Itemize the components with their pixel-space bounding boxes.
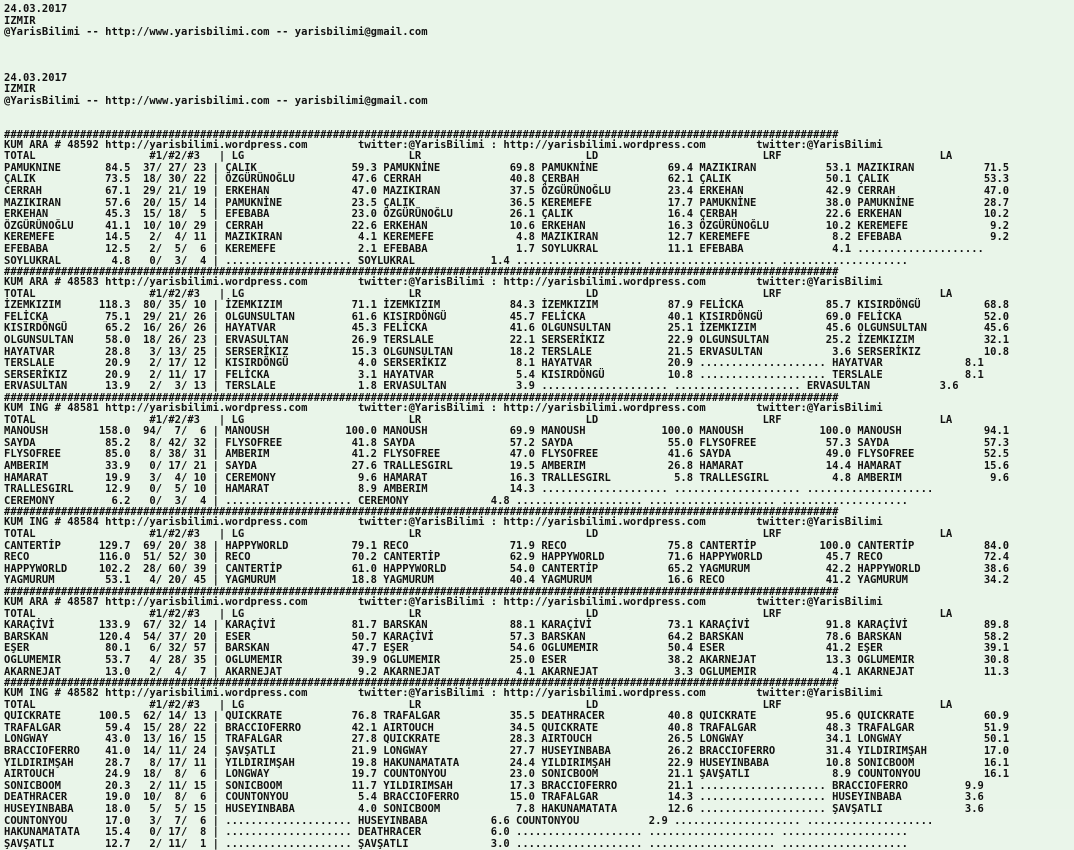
table-row: YILDIRIMŞAH 28.7 8/ 17/ 11 | YILDIRIMŞAH 19.8 HAKUNAMATATA 24.4 YILDIRIMŞAH 22.9 HUSEYINBABA 10.8 SONICBOOM 16.1 bbox=[4, 756, 1010, 769]
table-row: MANOUSH 158.0 94/ 7/ 6 | MANOUSH 100.0 MANOUSH 69.9 MANOUSH 100.0 MANOUSH 100.0 MANOUSH 94.1 bbox=[4, 425, 1010, 438]
column-header: TOTAL #1/#2/#3 | LG LR LD LRF LA bbox=[4, 527, 953, 540]
table-row: COUNTONYOU 17.0 3/ 7/ 6 | .................... HUSEYINBABA 6.6 COUNTONYOU 2.9 .................... .................... bbox=[4, 814, 934, 827]
table-row: HUSEYINBABA 18.0 5/ 5/ 15 | HUSEYINBABA 4.0 SONICBOOM 7.8 HAKUNAMATATA 12.6 .................... ŞAVŞATLI 3.6 bbox=[4, 803, 984, 816]
table-row: HAYATVAR 28.8 3/ 13/ 25 | SERSERİKIZ 15.3 OLGUNSULTAN 18.2 TERSLALE 21.5 ERVASULTAN 3.6 SERSERİKIZ 10.8 bbox=[4, 345, 1010, 358]
table-row: DEATHRACER 19.0 10/ 8/ 6 | COUNTONYOU 5.4 BRACCIOFERRO 15.0 TRAFALGAR 14.3 .................... HUSEYINBABA 3.6 bbox=[4, 791, 984, 804]
divider-rule: #################################################################################################################################### bbox=[4, 392, 839, 405]
race-title: KUM ARA # 48583 http://yarisbilimi.wordpress.com twitter:@YarisBilimi : http://yarisbilimi.wordpress.com twitter:@YarisBilimi bbox=[4, 276, 883, 289]
divider-rule: #################################################################################################################################### bbox=[4, 677, 839, 690]
table-row: TRALLESGIRL 12.9 0/ 5/ 10 | HAMARAT 8.9 AMBERIM 14.3 .................... .................... .................... bbox=[4, 483, 934, 496]
race-block bbox=[4, 587, 1070, 678]
table-row: ERKEHAN 45.3 15/ 18/ 5 | EFEBABA 23.0 ÖZGÜRÜNOĞLU 26.1 ÇALIK 16.4 ÇERBAH 22.6 ERKEHAN 10.2 bbox=[4, 208, 1010, 221]
table-row: YAGMURUM 53.1 4/ 20/ 45 | YAGMURUM 18.8 YAGMURUM 40.4 YAGMURUM 16.6 RECO 41.2 YAGMURUM 34.2 bbox=[4, 574, 1010, 587]
divider-rule: #################################################################################################################################### bbox=[4, 128, 839, 141]
header-date: 24.03.2017 bbox=[4, 3, 68, 15]
race-title: KUM ARA # 48592 http://yarisbilimi.wordpress.com twitter:@YarisBilimi : http://yarisbilimi.wordpress.com twitter:@YarisBilimi bbox=[4, 138, 883, 151]
table-row: KARAÇİVİ 133.9 67/ 32/ 14 | KARAÇİVİ 81.7 BARSKAN 88.1 KARAÇİVİ 73.1 KARAÇİVİ 91.8 KARAÇİVİ 89.8 bbox=[4, 619, 1010, 632]
table-row: SONICBOOM 20.3 2/ 11/ 15 | SONICBOOM 11.7 YILDIRIMSAH 17.3 BRACCIOFERRO 21.1 .................... BRACCIOFERRO 9.9 bbox=[4, 779, 984, 792]
race-title: KUM ING # 48584 http://yarisbilimi.wordpress.com twitter:@YarisBilimi : http://yarisbilimi.wordpress.com twitter:@YarisBilimi bbox=[4, 516, 883, 529]
race-block bbox=[4, 130, 1070, 268]
table-row: AIRTOUCH 24.9 18/ 8/ 6 | LONGWAY 19.7 COUNTONYOU 23.0 SONICBOOM 21.1 ŞAVŞATLI 8.9 COUNTONYOU 16.1 bbox=[4, 768, 1010, 781]
table-row: MAZIKIRAN 57.6 20/ 15/ 14 | PAMUKNİNE 23.5 ÇALIK 36.5 KEREMEFE 17.7 PAMUKNİNE 38.0 PAMUKNİNE 28.7 bbox=[4, 196, 1010, 209]
table-row: TERSLALE 20.9 2/ 17/ 12 | KISIRDÖNGÜ 4.0 SERSERİKIZ 8.1 HAYATVAR 20.9 .................... HAYATVAR 8.1 bbox=[4, 357, 984, 370]
race-block bbox=[4, 678, 1070, 850]
header-city: IZMIR bbox=[4, 14, 36, 27]
race-title: KUM ING # 48582 http://yarisbilimi.wordpress.com twitter:@YarisBilimi : http://yarisbilimi.wordpress.com twitter:@YarisBilimi bbox=[4, 687, 883, 700]
table-row: FLYSOFREE 85.0 8/ 38/ 31 | AMBERIM 41.2 FLYSOFREE 47.0 FLYSOFREE 41.6 SAYDA 49.0 FLYSOFREE 52.5 bbox=[4, 448, 1010, 461]
table-row: OLGUNSULTAN 58.0 18/ 26/ 23 | ERVASULTAN 26.9 TERSLALE 22.1 SERSERİKIZ 22.9 OLGUNSULTAN 25.2 İZEMKIZIM 32.1 bbox=[4, 334, 1010, 347]
table-row: RECO 116.0 51/ 52/ 30 | RECO 70.2 CANTERTİP 62.9 HAPPYWORLD 71.6 HAPPYWORLD 45.7 RECO 72.4 bbox=[4, 551, 1010, 564]
table-row: HAMARAT 19.9 3/ 4/ 10 | CEREMONY 9.6 HAMARAT 16.3 TRALLESGIRL 5.8 TRALLESGIRL 4.8 AMBERIM 9.6 bbox=[4, 471, 1010, 484]
table-row: EŞER 80.1 6/ 32/ 57 | BARSKAN 47.7 EŞER 54.6 OGLUMEMIR 50.4 ESER 41.2 EŞER 39.1 bbox=[4, 642, 1010, 655]
table-row: TRAFALGAR 59.4 15/ 28/ 22 | BRACCIOFERRO 42.1 AIRTOUCH 34.5 QUICKRATE 40.8 TRAFALGAR 48.3 TRAFALGAR 51.9 bbox=[4, 721, 1010, 734]
table-row: EFEBABA 12.5 2/ 5/ 6 | KEREMEFE 2.1 EFEBABA 1.7 SOYLUKRAL 11.1 EFEBABA 4.1 .................... bbox=[4, 242, 984, 255]
table-row: SOYLUKRAL 4.8 0/ 3/ 4 | .................... SOYLUKRAL 1.4 .................... .................... .................... bbox=[4, 254, 908, 267]
header-block-top bbox=[4, 4, 1070, 39]
table-row: SAYDA 85.2 8/ 42/ 32 | FLYSOFREE 41.8 SAYDA 57.2 SAYDA 55.0 FLYSOFREE 57.3 SAYDA 57.3 bbox=[4, 436, 1010, 449]
divider-rule: #################################################################################################################################### bbox=[4, 585, 839, 598]
header-contact-2: @YarisBilimi -- http://www.yarisbilimi.com -- yarisbilimi@gmail.com bbox=[4, 94, 428, 107]
table-row: CERRAH 67.1 29/ 21/ 19 | ERKEHAN 47.0 MAZIKIRAN 37.5 ÖZGÜRÜNOĞLU 23.4 ERKEHAN 42.9 CERRAH 47.0 bbox=[4, 184, 1010, 197]
table-row: ÇALIK 73.5 18/ 30/ 22 | ÖZGÜRÜNOĞLU 47.6 CERRAH 40.8 ÇERBAH 62.1 ÇALIK 50.1 ÇALIK 53.3 bbox=[4, 173, 1010, 186]
column-header: TOTAL #1/#2/#3 | LG LR LD LRF LA bbox=[4, 150, 953, 163]
table-row: ŞAVŞATLI 12.7 2/ 11/ 1 | .................... ŞAVŞATLI 3.0 .................... .................... .................... bbox=[4, 837, 908, 850]
table-row: BRACCIOFERRO 41.0 14/ 11/ 24 | ŞAVŞATLI 21.9 LONGWAY 27.7 HUSEYINBABA 26.2 BRACCIOFERRO 31.4 YILDIRIMŞAH 17.0 bbox=[4, 745, 1010, 758]
table-row: LONGWAY 43.0 13/ 16/ 15 | TRAFALGAR 27.8 QUICKRATE 28.3 AIRTOUCH 26.5 LONGWAY 34.1 LONGWAY 50.1 bbox=[4, 733, 1010, 746]
table-row: HAPPYWORLD 102.2 28/ 60/ 39 | CANTERTİP 61.0 HAPPYWORLD 54.0 CANTERTİP 65.2 YAGMURUM 42.2 HAPPYWORLD 38.6 bbox=[4, 562, 1010, 575]
table-row: ERVASULTAN 13.9 2/ 3/ 13 | TERSLALE 1.8 ERVASULTAN 3.9 .................... .................... ERVASULTAN 3.6 bbox=[4, 380, 959, 393]
divider-rule: #################################################################################################################################### bbox=[4, 506, 839, 519]
table-row: KISIRDÖNGÜ 65.2 16/ 26/ 26 | HAYATVAR 45.3 FELİCKA 41.6 OLGUNSULTAN 25.1 İZEMKIZIM 45.6 OLGUNSULTAN 45.6 bbox=[4, 322, 1010, 335]
race-block bbox=[4, 267, 1070, 393]
table-row: OGLUMEMIR 53.7 4/ 28/ 35 | OGLUMEMIR 39.9 OGLUMEMIR 25.0 ESER 38.2 AKARNEJAT 13.3 OGLUMEMIR 30.8 bbox=[4, 653, 1010, 666]
column-header: TOTAL #1/#2/#3 | LG LR LD LRF LA bbox=[4, 287, 953, 300]
divider-rule: #################################################################################################################################### bbox=[4, 266, 839, 279]
race-block bbox=[4, 393, 1070, 507]
table-row: HAKUNAMATATA 15.4 0/ 17/ 8 | .................... DEATHRACER 6.0 .................... .................... .................... bbox=[4, 826, 908, 839]
race-title: KUM ARA # 48587 http://yarisbilimi.wordpress.com twitter:@YarisBilimi : http://yarisbilimi.wordpress.com twitter:@YarisBilimi bbox=[4, 595, 883, 608]
race-title: KUM ING # 48581 http://yarisbilimi.wordpress.com twitter:@YarisBilimi : http://yarisbilimi.wordpress.com twitter:@YarisBilimi bbox=[4, 402, 883, 415]
table-row: PAMUKNINE 84.5 37/ 27/ 23 | ÇALIK 59.3 PAMUKNİNE 69.8 PAMUKNİNE 69.4 MAZIKIRAN 53.1 MAZIKIRAN 71.5 bbox=[4, 161, 1010, 174]
body-spacer bbox=[4, 108, 1070, 130]
table-row: CANTERTİP 129.7 69/ 20/ 38 | HAPPYWORLD 79.1 RECO 71.9 RECO 75.8 CANTERTİP 100.0 CANTERTİP 84.0 bbox=[4, 539, 1010, 552]
table-row: KEREMEFE 14.5 2/ 4/ 11 | MAZIKIRAN 4.1 KEREMEFE 4.8 MAZIKIRAN 12.7 KEREMEFE 8.2 EFEBABA 9.2 bbox=[4, 231, 1010, 244]
table-row: AKARNEJAT 13.0 2/ 4/ 7 | AKARNEJAT 9.2 AKARNEJAT 4.1 AKARNEJAT 3.3 OGLUMEMIR 4.1 AKARNEJAT 11.3 bbox=[4, 665, 1010, 678]
header-spacer bbox=[4, 39, 1070, 73]
table-row: CEREMONY 6.2 0/ 3/ 4 | .................... CEREMONY 4.8 .................... .................... .................... bbox=[4, 494, 908, 507]
column-header: TOTAL #1/#2/#3 | LG LR LD LRF LA bbox=[4, 413, 953, 426]
table-row: ÖZGÜRÜNOĞLU 41.1 10/ 10/ 29 | CERRAH 22.6 ERKEHAN 10.6 ERKEHAN 16.3 ÖZGÜRÜNOĞLU 10.2 KEREMEFE 9.2 bbox=[4, 219, 1010, 232]
table-row: QUICKRATE 100.5 62/ 14/ 13 | QUICKRATE 76.8 TRAFALGAR 35.5 DEATHRACER 40.8 QUICKRATE 95.6 QUICKRATE 60.9 bbox=[4, 710, 1010, 723]
column-header: TOTAL #1/#2/#3 | LG LR LD LRF LA bbox=[4, 607, 953, 620]
header-block-repeat bbox=[4, 73, 1070, 108]
column-header: TOTAL #1/#2/#3 | LG LR LD LRF LA bbox=[4, 698, 953, 711]
race-block bbox=[4, 507, 1070, 587]
table-row: FELİCKA 75.1 29/ 21/ 26 | OLGUNSULTAN 61.6 KISIRDÖNGÜ 45.7 FELİCKA 40.1 KISIRDÖNGÜ 69.0 FELİCKA 52.0 bbox=[4, 310, 1010, 323]
race-list bbox=[4, 130, 1070, 850]
header-date-2: 24.03.2017 bbox=[4, 71, 68, 84]
header-city-2: IZMIR bbox=[4, 83, 36, 96]
table-row: İZEMKIZIM 118.3 80/ 35/ 10 | İZEMKIZIM 71.1 İZEMKIZIM 84.3 İZEMKIZIM 87.9 FELİCKA 85.7 KISIRDÖNGÜ 68.8 bbox=[4, 299, 1010, 312]
table-row: AMBERIM 33.9 0/ 17/ 21 | SAYDA 27.6 TRALLESGIRL 19.5 AMBERIM 26.8 HAMARAT 14.4 HAMARAT 15.6 bbox=[4, 460, 1010, 472]
header-contact: @YarisBilimi -- http://www.yarisbilimi.com -- yarisbilimi@gmail.com bbox=[4, 26, 428, 39]
table-row: BARSKAN 120.4 54/ 37/ 20 | ESER 50.7 KARAÇİVİ 57.3 BARSKAN 64.2 BARSKAN 78.6 BARSKAN 58.2 bbox=[4, 630, 1010, 643]
table-row: SERSERİKIZ 20.9 2/ 11/ 17 | FELİCKA 3.1 HAYATVAR 5.4 KISIRDÖNGÜ 10.8 .................... TERSLALE 8.1 bbox=[4, 368, 984, 381]
